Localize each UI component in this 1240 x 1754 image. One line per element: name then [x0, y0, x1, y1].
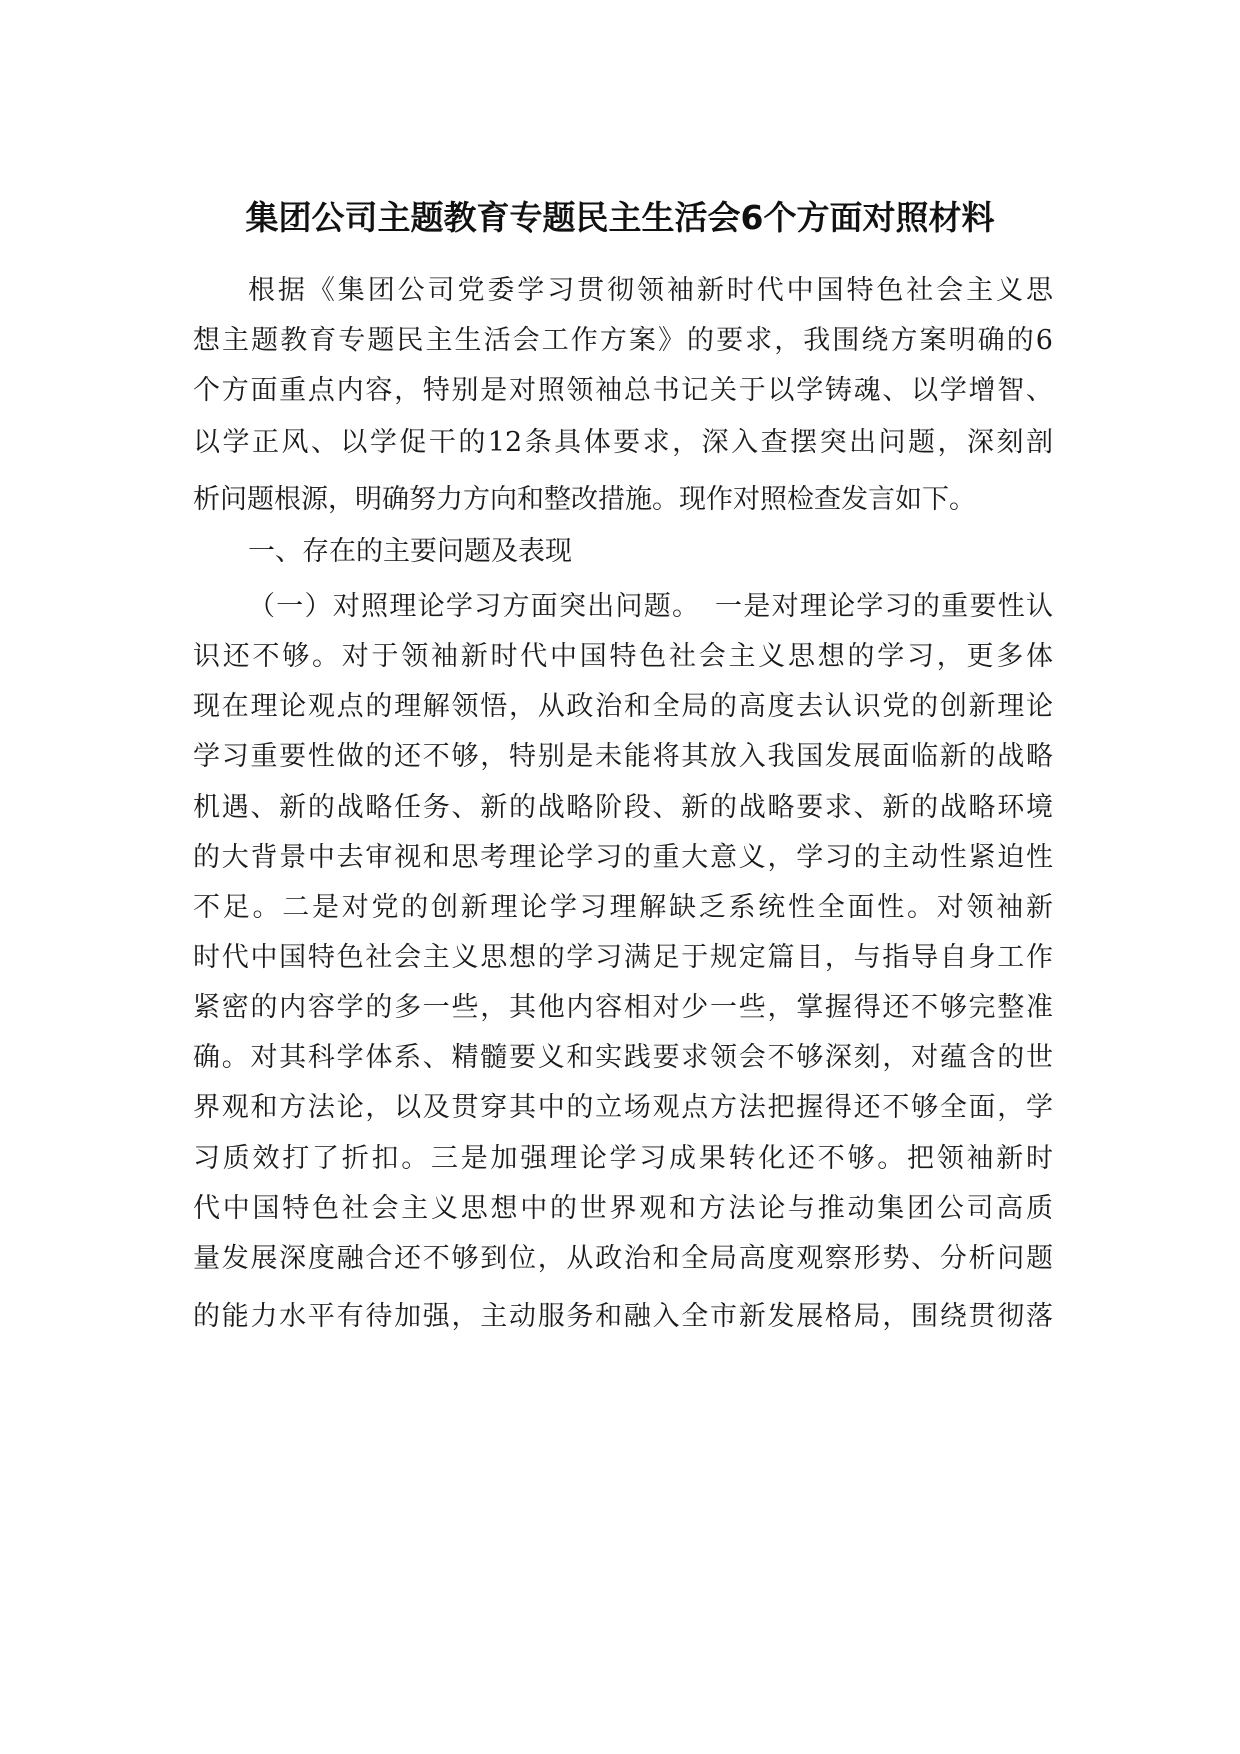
paragraph-line: 紧密的内容学的多一些，其他内容相对少一些，掌握得还不够完整准: [193, 992, 1053, 1023]
paragraph-line: 的大背景中去审视和思考理论学习的重大意义，学习的主动性紧迫性: [193, 842, 1053, 873]
paragraph-line: 根据《集团公司党委学习贯彻领袖新时代中国特色社会主义思: [248, 275, 1053, 306]
section-heading: 一、存在的主要问题及表现: [248, 536, 572, 567]
paragraph-line: 机遇、新的战略任务、新的战略阶段、新的战略要求、新的战略环境: [193, 792, 1053, 823]
paragraph-line: 不足。二是对党的创新理论学习理解缺乏系统性全面性。对领袖新: [193, 892, 1053, 923]
paragraph-line: 个方面重点内容，特别是对照领袖总书记关于以学铸魂、以学增智、: [193, 375, 1053, 406]
paragraph-line: 界观和方法论，以及贯穿其中的立场观点方法把握得还不够全面，学: [193, 1092, 1053, 1123]
paragraph-line: 量发展深度融合还不够到位，从政治和全局高度观察形势、分析问题: [193, 1243, 1053, 1274]
paragraph-line: 析问题根源，明确努力方向和整改措施。现作对照检查发言如下。: [193, 484, 976, 515]
paragraph-line: 习质效打了折扣。三是加强理论学习成果转化还不够。把领袖新时: [193, 1143, 1053, 1174]
document-title: 集团公司主题教育专题民主生活会6个方面对照材料: [245, 198, 995, 237]
paragraph-line: 确。对其科学体系、精髓要义和实践要求领会不够深刻，对蕴含的世: [193, 1042, 1053, 1073]
paragraph-line: 的能力水平有待加强，主动服务和融入全市新发展格局，围绕贯彻落: [193, 1301, 1053, 1332]
paragraph-line: 学习重要性做的还不够，特别是未能将其放入我国发展面临新的战略: [193, 741, 1053, 772]
paragraph-line: 以学正风、以学促干的12条具体要求，深入查摆突出问题，深刻剖: [193, 427, 1053, 458]
paragraph-line: 识还不够。对于领袖新时代中国特色社会主义思想的学习，更多体: [193, 641, 1053, 672]
paragraph-line: 想主题教育专题民主生活会工作方案》的要求，我围绕方案明确的6: [193, 325, 1053, 356]
paragraph-line: 现在理论观点的理解领悟，从政治和全局的高度去认识党的创新理论: [193, 691, 1053, 722]
paragraph-line: 时代中国特色社会主义思想的学习满足于规定篇目，与指导自身工作: [193, 942, 1053, 973]
paragraph-line: 代中国特色社会主义思想中的世界观和方法论与推动集团公司高质: [193, 1193, 1053, 1224]
paragraph-line: （一）对照理论学习方面突出问题。 一是对理论学习的重要性认: [248, 591, 1053, 622]
